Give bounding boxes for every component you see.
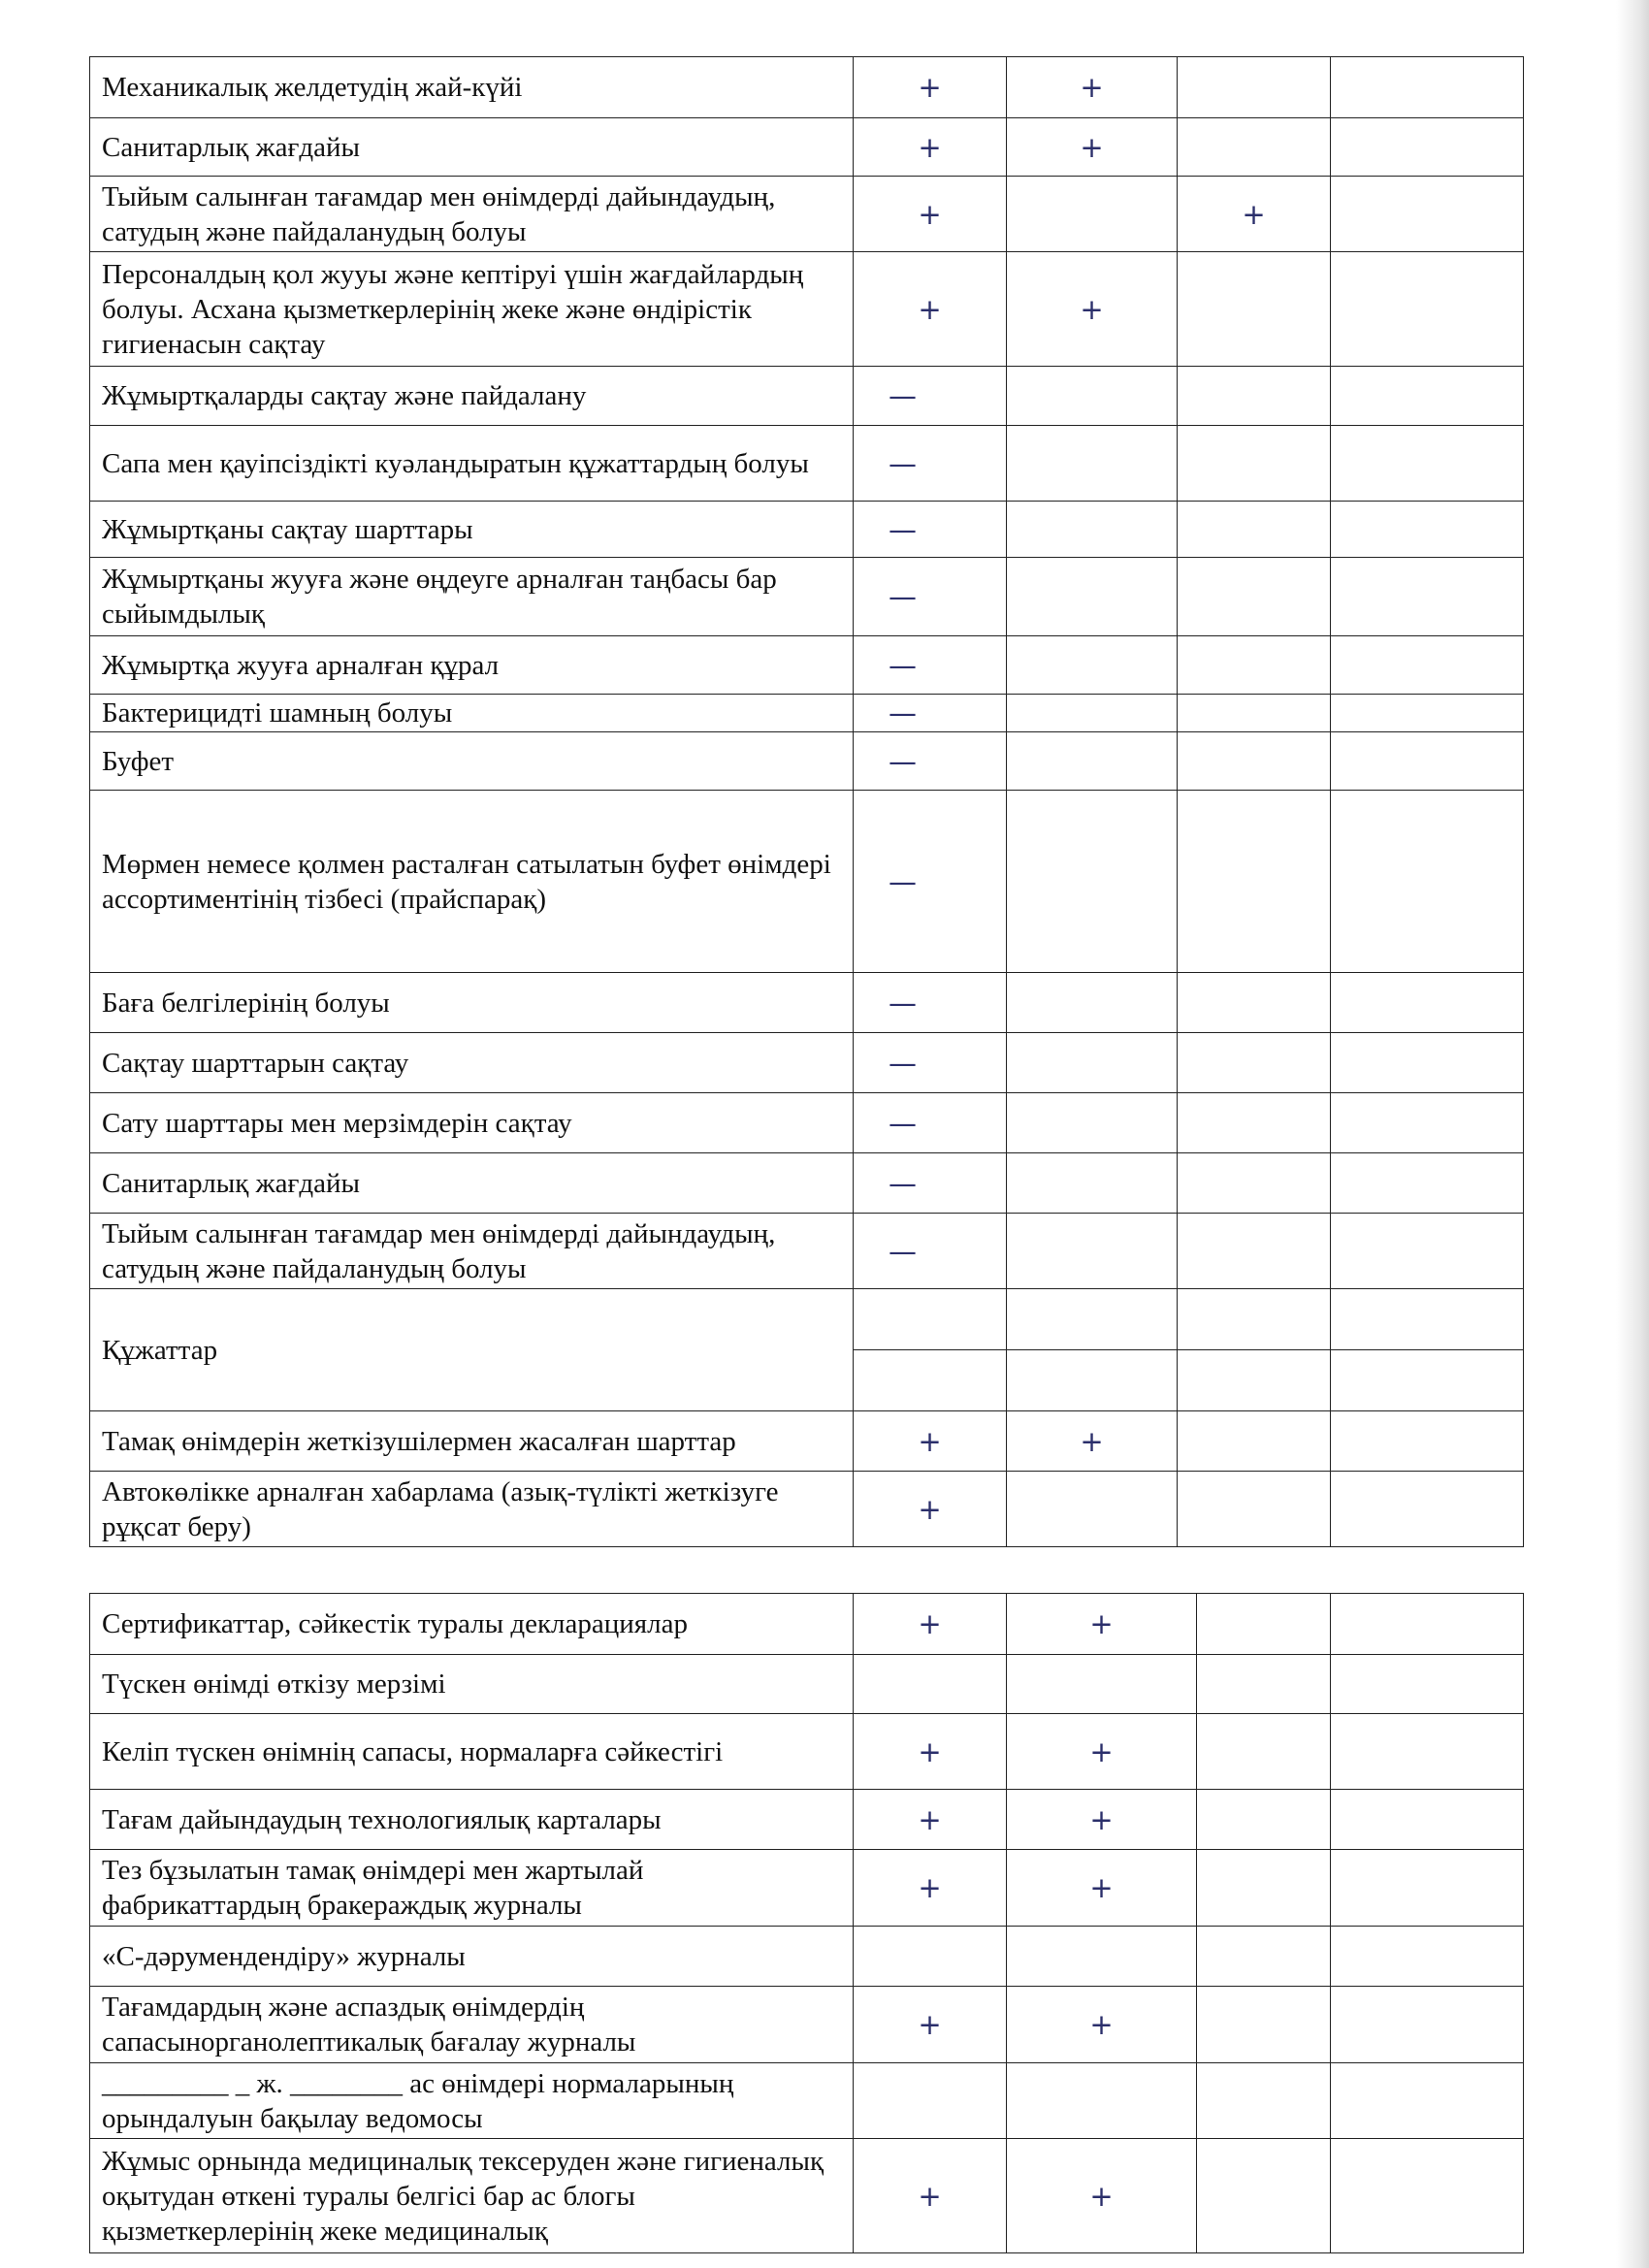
check-mark [1331,1790,1524,1850]
row-label: Тыйым салынған тағамдар мен өнімдерді дайындаудың, сатудың және пайдаланудың болуы [90,177,854,252]
check-mark [1007,1655,1197,1714]
table-row [90,1927,1524,1987]
table-row [90,1153,1524,1214]
check-mark [1197,2063,1331,2139]
empty-cell [1331,1350,1524,1411]
row-label: Сапа мен қауіпсіздікті куәландыратын құжаттардың болуы [90,426,854,502]
row-label: Сату шарттары мен мерзімдерін сақтау [90,1093,854,1153]
check-mark [854,1927,1007,1987]
table-row [90,57,1524,118]
check-mark: — [854,1033,1007,1093]
check-mark: + [854,177,1007,252]
check-mark: + [854,118,1007,177]
check-mark: — [854,1214,1007,1289]
row-label: Жұмыс орнында медициналық тексеруден және гигиеналық оқытудан өткені туралы белгісі бар ас блогы қызметкерлерінің жеке медициналық [90,2139,854,2253]
table-row [90,118,1524,177]
check-mark [1178,1472,1331,1547]
check-mark: + [854,1987,1007,2063]
check-mark: + [854,1594,1007,1655]
check-mark [1331,1714,1524,1790]
table-row [90,732,1524,791]
check-mark [1178,558,1331,636]
check-mark [1178,367,1331,426]
table-row [90,1093,1524,1153]
check-mark [1331,252,1524,367]
table-row [90,2063,1524,2139]
check-mark [1007,2063,1197,2139]
check-mark [1331,1655,1524,1714]
row-label: Сақтау шарттарын сақтау [90,1033,854,1093]
inspection-checklist-table-1 [89,56,1524,1547]
table-row [90,1850,1524,1927]
check-mark: + [854,1790,1007,1850]
check-mark: — [854,791,1007,973]
check-mark [1331,1987,1524,2063]
check-mark: — [854,732,1007,791]
check-mark [1331,973,1524,1033]
check-mark [1178,118,1331,177]
check-mark [1007,1927,1197,1987]
check-mark [1178,426,1331,502]
check-mark [1331,1033,1524,1093]
row-label: Сертификаттар, сәйкестік туралы декларациялар [90,1594,854,1655]
check-mark [1178,791,1331,973]
check-mark [1007,1289,1178,1350]
check-mark [1331,791,1524,973]
row-label: Мөрмен немесе қолмен расталған сатылатын буфет өнімдері ассортиментінің тізбесі (прайспарақ) [90,791,854,973]
check-mark: — [854,502,1007,558]
check-mark [1007,791,1178,973]
table-row [90,1987,1524,2063]
check-mark: + [854,1850,1007,1927]
check-mark: + [854,1472,1007,1547]
row-label: Жұмыртқа жууға арналған құрал [90,636,854,695]
check-mark [854,2063,1007,2139]
table-row [90,177,1524,252]
row-label: Жұмыртқаларды сақтау және пайдалану [90,367,854,426]
check-mark [1331,1214,1524,1289]
check-mark [1178,695,1331,732]
inspection-checklist-table-2 [89,1593,1524,2253]
check-mark: + [1007,1594,1197,1655]
table-row [90,1472,1524,1547]
table-row [90,252,1524,367]
table-row [90,1411,1524,1472]
row-label: Тағамдардың және аспаздық өнімдердің сапасынорганолептикалық бағалау журналы [90,1987,854,2063]
check-mark [1331,732,1524,791]
check-mark [1007,426,1178,502]
table-row [90,502,1524,558]
table-row [90,1289,1524,1350]
check-mark [1331,426,1524,502]
check-mark [1178,732,1331,791]
check-mark [1331,1093,1524,1153]
check-mark: + [1007,1987,1197,2063]
check-mark: — [854,558,1007,636]
table-row [90,426,1524,502]
row-label: Келіп түскен өнімнің сапасы, нормаларға сәйкестігі [90,1714,854,1790]
check-mark: + [854,252,1007,367]
check-mark: — [854,636,1007,695]
check-mark: + [854,1714,1007,1790]
check-mark [1178,1411,1331,1472]
check-mark [1178,636,1331,695]
row-label: Санитарлық жағдайы [90,118,854,177]
check-mark: — [854,426,1007,502]
check-mark [1331,1927,1524,1987]
check-mark [1178,1289,1331,1350]
check-mark [1178,252,1331,367]
check-mark [1197,1714,1331,1790]
check-mark [1331,1850,1524,1927]
row-label: Тез бұзылатын тамақ өнімдері мен жартылай фабрикаттардың бракераждық журналы [90,1850,854,1927]
check-mark: + [854,57,1007,118]
check-mark [1331,695,1524,732]
check-mark [1331,636,1524,695]
check-mark: + [1007,1411,1178,1472]
check-mark [1197,2139,1331,2253]
table-row [90,1714,1524,1790]
check-mark [1197,1790,1331,1850]
check-mark: — [854,973,1007,1033]
row-label: Жұмыртқаны жууға және өңдеуге арналған таңбасы бар сыйымдылық [90,558,854,636]
check-mark: — [854,695,1007,732]
row-label: Автокөлікке арналған хабарлама (азық-түлікті жеткізуге рұқсат беру) [90,1472,854,1547]
check-mark [1331,118,1524,177]
check-mark [1331,57,1524,118]
check-mark [1331,1472,1524,1547]
row-label: Жұмыртқаны сақтау шарттары [90,502,854,558]
check-mark [1331,1411,1524,1472]
check-mark: + [1007,1790,1197,1850]
check-mark [1178,1153,1331,1214]
empty-cell [854,1350,1007,1411]
check-mark: + [1178,177,1331,252]
check-mark: + [854,2139,1007,2253]
row-label: Түскен өнімді өткізу мерзімі [90,1655,854,1714]
check-mark [1331,2139,1524,2253]
check-mark [1331,367,1524,426]
check-mark [1331,502,1524,558]
check-mark [1331,177,1524,252]
check-mark [1007,636,1178,695]
table-row [90,558,1524,636]
check-mark [1197,1987,1331,2063]
check-mark [1331,1289,1524,1350]
check-mark: + [1007,1714,1197,1790]
check-mark [1197,1594,1331,1655]
check-mark [1007,1214,1178,1289]
check-mark [1007,502,1178,558]
row-label: Тамақ өнімдерін жеткізушілермен жасалған шарттар [90,1411,854,1472]
table-row [90,636,1524,695]
table-row [90,1214,1524,1289]
check-mark [1178,57,1331,118]
check-mark [1007,367,1178,426]
page-edge-shadow [1616,0,1649,2268]
check-mark [1007,177,1178,252]
check-mark [1007,973,1178,1033]
check-mark [854,1655,1007,1714]
check-mark: + [1007,57,1178,118]
check-mark [1197,1927,1331,1987]
row-label: Механикалық желдетудің жай-күйі [90,57,854,118]
row-label: Буфет [90,732,854,791]
check-mark [1007,1033,1178,1093]
check-mark: + [854,1411,1007,1472]
check-mark [1178,973,1331,1033]
check-mark: + [1007,118,1178,177]
check-mark [1178,1214,1331,1289]
table-row [90,791,1524,973]
row-label: Тыйым салынған тағамдар мен өнімдерді дайындаудың, сатудың және пайдаланудың болуы [90,1214,854,1289]
check-mark [1178,1093,1331,1153]
check-mark [1197,1655,1331,1714]
check-mark [1331,558,1524,636]
empty-cell [1178,1350,1331,1411]
check-mark: + [1007,1850,1197,1927]
check-mark: — [854,367,1007,426]
table-row [90,2139,1524,2253]
table-row [90,367,1524,426]
check-mark [1007,558,1178,636]
check-mark [1178,502,1331,558]
check-mark [1331,1594,1524,1655]
check-mark [1007,1093,1178,1153]
check-mark [1007,732,1178,791]
row-label: _________ _ ж. ________ ас өнімдері нормаларының орындалуын бақылау ведомосы [90,2063,854,2139]
section-label-documents: Құжаттар [90,1289,854,1411]
row-label: Тағам дайындаудың технологиялық карталары [90,1790,854,1850]
check-mark [1331,2063,1524,2139]
check-mark [1007,695,1178,732]
row-label: Бактерицидті шамның болуы [90,695,854,732]
table-row [90,1655,1524,1714]
check-mark: + [1007,252,1178,367]
check-mark [1007,1472,1178,1547]
empty-cell [1007,1350,1178,1411]
row-label: Баға белгілерінің болуы [90,973,854,1033]
table-row [90,1790,1524,1850]
row-label: Персоналдың қол жууы және кептіруі үшін жағдайлардың болуы. Асхана қызметкерлерінің жеке және өндірістік гигиенасын сақтау [90,252,854,367]
table-row [90,1033,1524,1093]
row-label: Санитарлық жағдайы [90,1153,854,1214]
check-mark: — [854,1093,1007,1153]
check-mark [1197,1850,1331,1927]
table-row [90,1594,1524,1655]
check-mark [854,1289,1007,1350]
check-mark: — [854,1153,1007,1214]
check-mark [1007,1153,1178,1214]
check-mark [1178,1033,1331,1093]
table-row [90,973,1524,1033]
row-label: «С-дәрумендендіру» журналы [90,1927,854,1987]
table-row [90,695,1524,732]
check-mark [1331,1153,1524,1214]
check-mark: + [1007,2139,1197,2253]
